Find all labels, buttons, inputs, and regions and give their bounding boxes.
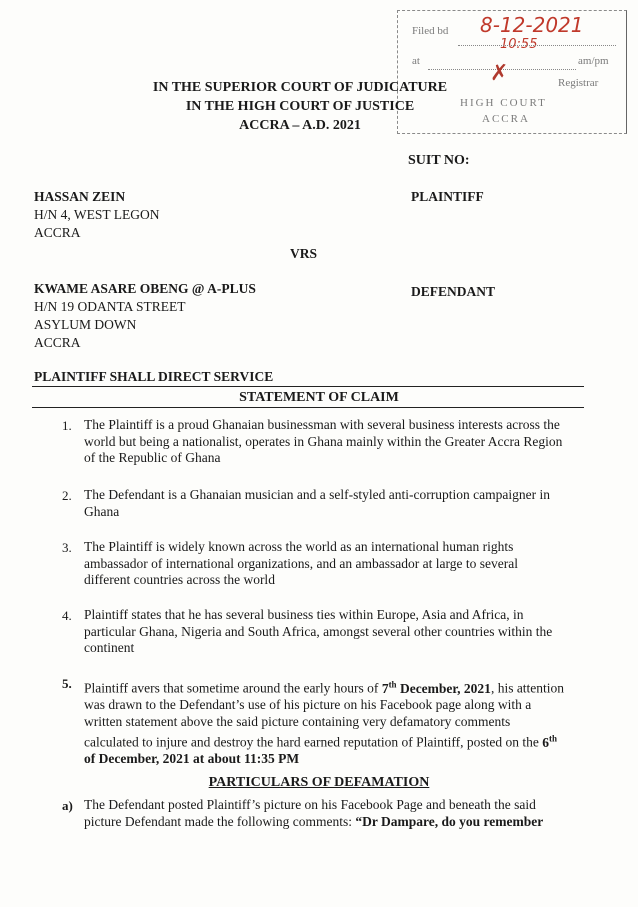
- defendant-address-line: ACCRA: [34, 335, 81, 350]
- stamp-handwritten-time: 10:55: [500, 37, 538, 52]
- stamp-filed-label: Filed bd: [412, 25, 449, 37]
- paragraph-line: of the Republic of Ghana: [84, 450, 221, 465]
- paragraph-number: 4.: [62, 608, 72, 623]
- court-heading-line3: ACCRA – A.D. 2021: [239, 118, 361, 133]
- service-note: PLAINTIFF SHALL DIRECT SERVICE: [34, 369, 274, 384]
- paragraph-line: world but being a nationalist, operates in Ghana mainly within the Greater Accra Region: [84, 433, 563, 449]
- stamp-at-label: at: [412, 55, 420, 67]
- particulars-item-a: [84, 797, 604, 830]
- stamp-city-label: ACCRA: [482, 113, 530, 125]
- paragraph-line: was drawn to the Defendant’s use of his picture on his Facebook page along with a: [84, 697, 532, 712]
- paragraph-line: The Defendant posted Plaintiff’s picture on his Facebook Page and beneath the said: [84, 797, 536, 812]
- stamp-handwritten-date: 8-12-2021: [480, 13, 584, 37]
- stamp-pm-label: am/pm: [578, 55, 609, 67]
- defendant-name: KWAME ASARE OBENG @ A-PLUS: [34, 281, 256, 296]
- bottom-divider: [32, 407, 584, 408]
- plaintiff-block: [34, 188, 160, 242]
- court-heading: [120, 78, 480, 135]
- defendant-role: DEFENDANT: [411, 284, 496, 299]
- plaintiff-role: PLAINTIFF: [411, 189, 484, 204]
- paragraph-number: 2.: [62, 488, 72, 503]
- suit-number-label: SUIT NO:: [408, 153, 470, 168]
- statement-title: STATEMENT OF CLAIM: [239, 390, 399, 405]
- paragraph-line: of December, 2021 at about 11:35 PM: [84, 751, 300, 766]
- paragraph-number: 3.: [62, 540, 72, 555]
- paragraph-line: The Defendant is a Ghanaian musician and a self-styled anti-corruption campaigner in: [84, 487, 550, 502]
- paragraph-2: [84, 487, 604, 520]
- paragraph-line: Plaintiff states that he has several business ties within Europe, Asia and Africa, in: [84, 607, 524, 622]
- paragraph-line: calculated to injure and destroy the hard earned reputation of Plaintiff, posted on the 6th: [84, 733, 557, 750]
- stamp-court-label: HIGH COURT: [460, 97, 547, 109]
- defendant-address-line: ASYLUM DOWN: [34, 317, 137, 332]
- top-divider: [32, 386, 584, 387]
- paragraph-line: The Plaintiff is widely known across the world as an international human rights: [84, 539, 514, 554]
- stamp-signature: ✗: [490, 61, 509, 86]
- paragraph-line: continent: [84, 640, 135, 655]
- court-heading-line1: IN THE SUPERIOR COURT OF JUDICATURE: [152, 80, 448, 95]
- paragraph-4: [84, 607, 604, 657]
- versus-label: VRS: [290, 246, 318, 261]
- paragraph-line: picture Defendant made the following comments: “Dr Dampare, do you remember: [84, 813, 544, 829]
- particulars-title: PARTICULARS OF DEFAMATION: [208, 775, 430, 790]
- paragraph-line: written statement above the said picture containing very defamatory comments: [84, 713, 511, 729]
- stamp-registrar-label: Registrar: [558, 77, 599, 89]
- paragraph-number: 1.: [62, 418, 72, 433]
- paragraph-line: ambassador of international organizations, and an ambassador at large to several: [84, 555, 518, 571]
- paragraph-line: different countries across the world: [84, 572, 275, 587]
- paragraph-line: The Plaintiff is a proud Ghanaian businessman with several business interests across the: [84, 417, 560, 432]
- plaintiff-name: HASSAN ZEIN: [34, 189, 126, 204]
- court-heading-line2: IN THE HIGH COURT OF JUSTICE: [185, 99, 415, 114]
- paragraph-5: [84, 676, 604, 768]
- defendant-block: [34, 280, 256, 352]
- paragraph-1: [84, 417, 604, 467]
- paragraph-3: [84, 539, 604, 589]
- paragraph-line: Ghana: [84, 503, 120, 519]
- paragraph-line: Plaintiff avers that sometime around the early hours of 7th December, 2021, his attention: [84, 679, 565, 696]
- plaintiff-address-line: H/N 4, WEST LEGON: [34, 207, 160, 222]
- plaintiff-address-line: ACCRA: [34, 225, 81, 240]
- paragraph-line: particular Ghana, Nigeria and South Africa, amongst several other countries within the: [84, 623, 553, 639]
- particulars-item-label: a): [62, 798, 73, 813]
- paragraph-number: 5.: [62, 676, 72, 691]
- defendant-address-line: H/N 19 ODANTA STREET: [34, 299, 186, 314]
